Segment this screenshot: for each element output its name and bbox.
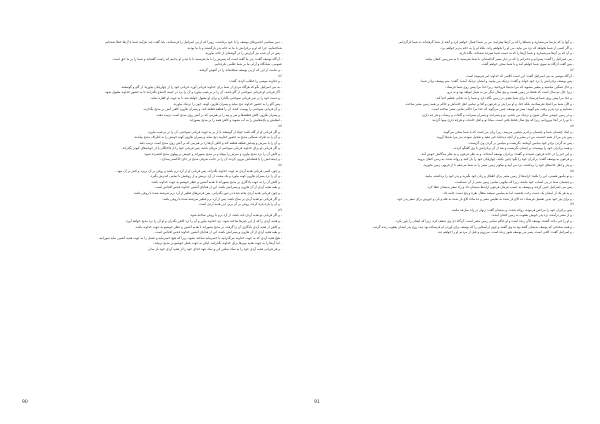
text-line: - پس پدر مرا از همه حشمت من در مصر و از آنچه دیده‌اید خبر دهید و تعجیل نموده، پدر مرا بدینجا آورید. [436,135,574,140]
text-line: - بنی اسرائیل را گفت: پسرانم و دخترانم را که در دیار مصر گذاشته‌ام، با شما بفرستید تا به سرزمین کنعان بیایند. [424,56,574,61]
left-page [22,40,282,400]
text-line: - هیچ هدیه آردی که به جهت خداوند می‌گذرانید با خمیرمایه ساخته نشود، زیرا که هیچ خمیرمایه و عسل را به جهت هدیه آتشین نباید سوزانید. [98,235,282,240]
text-line: - و چون کسی قربانی هدیه آردی به جهت خداوند بگذراند، پس قربانی او از آرد نرم باشد و روغن بر آن بریزد و کندر بر آن بنهد. [116,168,282,173]
text-line: - و اگر قربانی او برای خداوند قربانی سوختنی از مرغان باشد، پس قربانی خود را از فاختگان یا از جوجه‌های کبوتر بگذراند. [121,146,282,151]
text-line: - پس گاو را به حضور خداوند ذبح نماید و پسران هارون کهنه، خون را نزدیک بیاورند. [172,101,282,106]
text-line: - و چون قربانی هدیه آردی پخته شده در تنور بگذرانی، پس قرص‌های فطیر از آرد نرم سرشته شده با روغن باشد. [133,191,282,196]
text-line: - بشتابید و نزد پدرم رفته، بدو گویید: پسر تو یوسف چنین می‌گوید که خدا مرا حاکم تمامی مصر ساخته است. [431,107,574,112]
left-page-number: 90 [22,400,28,405]
text-line: - و اگر قربانی تو هدیه آردی بر ساج باشد، پس از آرد نرم فطیر سرشته شده با روغن باشد. [162,196,282,201]
text-line: - و او را خبر داده، گفتند: یوسف الآن زنده است و او حاکم تمامی زمین مصر است. آن‌گاه دل وی ضعف کرد، زیرا که ایشان را باور نکرد. [395,219,574,223]
text-line: - و پدر و اهل خانه‌های خود را برداشته، نزد من آیید و نیکوتر زمین مصر را به شما می‌دهم تا از فربهی زمین بخورید. [422,163,574,168]
text-line: - اگر قربانی او قربانی سوختنی از گاو باشد، آن را نر بی‌عیب بیاورد و آن را نزد در خیمه اجتماع بگذرانند تا به حضور خداوند مقبول شود. [104,90,282,95]
text-line: - و کاهن آن را نزد مذبح بیاورد و سرش را بپیچد و بر مذبح بسوزاند و خونش بر پهلوی مذبح افشرده شود. [143,151,282,156]
text-line: - و تو مأمور هستی، این را بکنید: ارابه‌ها از زمین مصر برای اطفال و زنان خود بگیرید و پدر خود را برداشته، بیایید. [424,174,574,179]
text-line: - به بنی اسرائیل بگو که هرگاه مردی از شما برای خداوند قربانی آورد، قربانی خود را از چهارپایان بیاورید؛ از گاو و گوسفند. [120,84,282,89]
text-line: - و آنها را که پارسا می‌شمارید و شما‌ها را که بر آن‌ها بیفزایند، من بر شما اعمال خواهم کرد و آنچه از شما گرفته‌اند به شما بازگردانم. [398,40,574,44]
text-line: - پس بنی اسرائیل چنین کردند و یوسف به حسب فرمان فرعون ارابه‌ها بدیشان داد و زاد سفر بدیشان عطا کرد. [426,185,574,190]
text-line: - پس برادران خود را مرخص فرموده، روانه شدند. و بدیشان گفت: زنهار در راه منازعه مکنید. [451,207,574,212]
text-line: شناخته‌ایم. چرا که او و برادرانش با ما به خانه پدر بازگشتند و با ما بودند. [186,45,282,50]
text-line: - و هدیه آردی را که از این چیزها ساخته شود، نزد خداوند بیاور و آن را نزد کاهن بگذران و او آن را نزد مذبح خواهد آورد. [125,219,282,223]
text-line: - و چینه‌دانش را با فضله‌اش بیرون کرده، آن را بر جانب شرقی مذبح در جای خاکستر بیندازد. [160,157,282,162]
text-line: - و خدا مرا پیش روی شما فرستاد تا برای شما بقیتی در زمین نگاه دارد و شما را به نجاتی عظیم احیا کند. [435,95,574,100]
text-line: - امعایش و پاچه‌هایش را به آب بشوید و کاهن همه را بر مذبح بسوزاند. [188,118,282,123]
text-line: - و اگر قربانی تو هدیه آردی تابه باشد، از آرد نرم با روغن ساخته شود. [189,213,282,218]
section-number: ۸۷ [278,123,282,128]
text-line: - و اینک چشمان شما و چشمان برادرم بنیامین می‌بیند، زیرا زبان من است که با شما سخن می‌گوید. [442,129,574,134]
text-line: - و اگر کسی از شما بخواهد که نزد من بیاید، من او را نخواهم راند، بلکه او را به خانه پدرم خواهم برد. [440,45,574,50]
text-line: - آن‌گاه یوسف گفت: پدر ما گفته است که پسرش را با ما بفرستید تا با دیدن او بدانیم که راست گفته‌اید و شما را بر ما حق است. [112,56,282,61]
text-line: - و همه برادران خود را بوسیده، بر ایشان بگریست و بعد از آن برادرانش با وی گفتگو کردند. [453,146,574,151]
text-line: - و خداوند موسی را خطاب کرده، گفت: [229,79,282,84]
section-number: ۸۹ [570,202,574,207]
text-line: عمومی، شبانگاه و آرام، ما بر شما ظلمی نکرده‌ایم. [214,62,282,67]
text-line: - و آن را به طرف شمالی مذبح به حضور خداوند ذبح نماید و پسران هارون کهنه خونش را به اطراف مذبح بپاشند. [133,135,282,140]
text-line: - و الآن شما مرا اینجا نفرستادید، بلکه خدا، و او مرا پدر بر فرعون و آقا بر تمامی اهل خانه‌اش و حاکم بر همه زمین مصر ساخت. [404,101,574,106]
text-line: - و آن قربانی سوختنی را پوست کنده، آن را قطعه قطعه کند، و پسران هارون کاهن آتش بر مذبح بگذارند. [143,107,282,112]
text-line: - و از مصر برآمده، نزد پدر خویش یعقوب به زمین کنعان آمدند. [491,213,574,218]
text-line: - پس یوسف برادرانش را نزد خود خواند و گفت: نزدیک من بیایید. و ایشان نزدیک آمدند. گفت: منم یوسف برادر شما. [420,79,574,84]
section-number: ۸۸ [278,163,282,168]
text-line: - و همه سخنانی که یوسف بدیشان گفته بود به وی گفتند و چون ارابه‌هایی را که یوسف برای آوردن او فرستاده بود دید، روح پدر ایشان یعقوب زنده گردید. [372,224,574,229]
text-line: - و آن را پاره پاره کرده، روغن بر آن بریز. این هدیه آردی است. [198,202,282,207]
text-line: - و آن را نزد پسران هارون کهنه بیاورد و یک مشت از آرد نرمش و از روغنش با تمامی کندرش بگیرد. [149,174,282,179]
text-line: - و بقیه هدیه آردی از آن هارون و پسرانش باشد. این از هدایای آتشین خداوند قدس اقداس است. [154,230,282,235]
text-line: - و چشمان شما در پی اسباب خود نباشد، زیرا که نیکویی تمامی زمین مصر از آن شماست. [454,179,574,184]
text-line: - و هر قربانی هدیه آردی خود را به نمک نمکین کن و نمک عهد خدای خود را از هدیه آردی خود باز مدار. [147,246,282,251]
text-line: - اما آن‌ها را به جهت هدیه نوبرها برای خداوند بگذرانید، لیکن به جهت عطر خوشبو بر مذبح برنیاید. [153,241,282,246]
text-line: - و اسرائیل گفت: کافی است، پسر من یوسف هنوز زنده است. می‌روم و قبل از مردنم او را خواهم دید. [437,230,574,235]
text-line: - پس در آن شب نیز گزارش را در گوشه‌ای از خانه بیاورید. [204,51,282,56]
section-number: ۸۸ [570,168,574,173]
text-line: - و این خبر را در خانه فرعون شنیدند و گفتند: برادران یوسف آمده‌اند. و به نظر فرعون و به نظر بندگانش خوش آمد. [420,151,574,156]
section-number: ۸۶ [570,67,574,72]
text-line: - پس گفت آن‌گاه به سوی شما خواهم آمد و با شما سخن خواهم گفت. [480,62,574,67]
section-number: ۸۷ [570,123,574,128]
text-line: - زیرا حال دو سال است که قحط در زمین هست و پنج سال دیگر نیز نه شیار خواهد بود و نه درو. [446,90,574,95]
text-line: - و پسران هارون کاهن قطعه‌ها و سر و پیه را بر هیزمی که بر آتش روی مذبح است ترتیب دهند. [156,112,282,117]
text-line: - و آن را با سرش و پیه‌اش قطعه قطعه کند و کاهن آن‌ها را بر هیزمی که بر آتش روی مذبح است ترتیب دهد. [138,140,282,145]
text-line: - و آن که بر آن‌ها می‌شمارید و شما آن‌ها را که به دست شما سپرده شده‌اند، نگاه دارید. [458,51,574,56]
text-line: - و فرعون به یوسف گفت: برادران خود را بگو: چنین بکنید، چهارپایان خود را بار کنید و روانه شده، به زمین کنعان بروید. [416,157,574,162]
text-line: - و کاهن آن را به جهت یادگاری بر مذبح بسوزاند تا هدیه آتشین و عطر خوشبو به جهت خداوند باشد. [150,179,282,184]
text-line: - و دست خود را بر سر قربانی سوختنی بگذارد و برای او مقبول خواهد شد تا به جهت او کفاره نماید. [150,95,282,100]
text-line: - دبیر سیاسی انجمن‌های یوسف را با خود برداشت. روبرا که از پی اسرائیل را فرستادند، باید گفت چه، هرآینه شما با آن‌ها خطا شده‌ایم [105,40,282,44]
right-page-number: 91 [314,400,320,405]
text-line: - و به هر یک از ایشان یک دست رخت بخشید، اما به بنیامین سیصد مثقال نقره و پنج دست جامه داد. [442,191,574,196]
text-line: - تا تو را در آنجا بپرورانم، زیرا که پنج سال قحط باقی است، مبادا تو و اهل خانه‌ات و هرچه داری بینوا گردید. [431,118,574,123]
section-number: ۸۹ [278,207,282,212]
text-line: - و برای پدر خود بدین تفصیل فرستاد: ده الاغ بار شده به نفایس مصر و ده ماده الاغ بار شده به غله و نان و خورش برای سفر پدر خود. [396,196,574,201]
text-line: - و ندامت از این که از پی یوسف شتافته‌اند را در آغوش گرفتند. [198,67,282,72]
text-line: - و کاهن از هدیه آردی یادگاری آن را گرفته، بر مذبح بسوزاند تا هدیه آتشین و عطر خوشبو به جهت خداوند باشد. [134,224,282,229]
text-line: - پس به گردن برادر خود بنیامین آویخته، بگریست و بنیامین بر گردن وی گریست. [468,140,574,145]
text-line: - آن‌گاه موسی به بنی اسرائیل گفت: این است کلامی که خداوند امر فرموده است. [465,73,574,78]
text-line: - و حال غمگین مباشید و متغیر مشوید که مرا بدینجا فروختید، زیرا خدا مرا پیش روی شما فرستاد. [445,84,574,89]
section-number: ۸۶ [278,73,282,78]
right-page [314,40,574,400]
text-line: - و بقیه هدیه آردی از آن هارون و پسرانش باشد. این از هدایای آتشین خداوند قدس اقداس است. [154,185,282,190]
text-line: - و در زمین جوشن ساکن شوی و نزدیک من باشی، تو و پسرانت و پسران پسرانت و گله‌ات و رمه‌ات و هر چه داری. [421,112,574,117]
text-line: - و اگر قربانی او از گله باشد خواه از گوسفند یا از بز به جهت قربانی سوختنی، آن را نر بی‌عیب بیاورد. [147,129,282,134]
